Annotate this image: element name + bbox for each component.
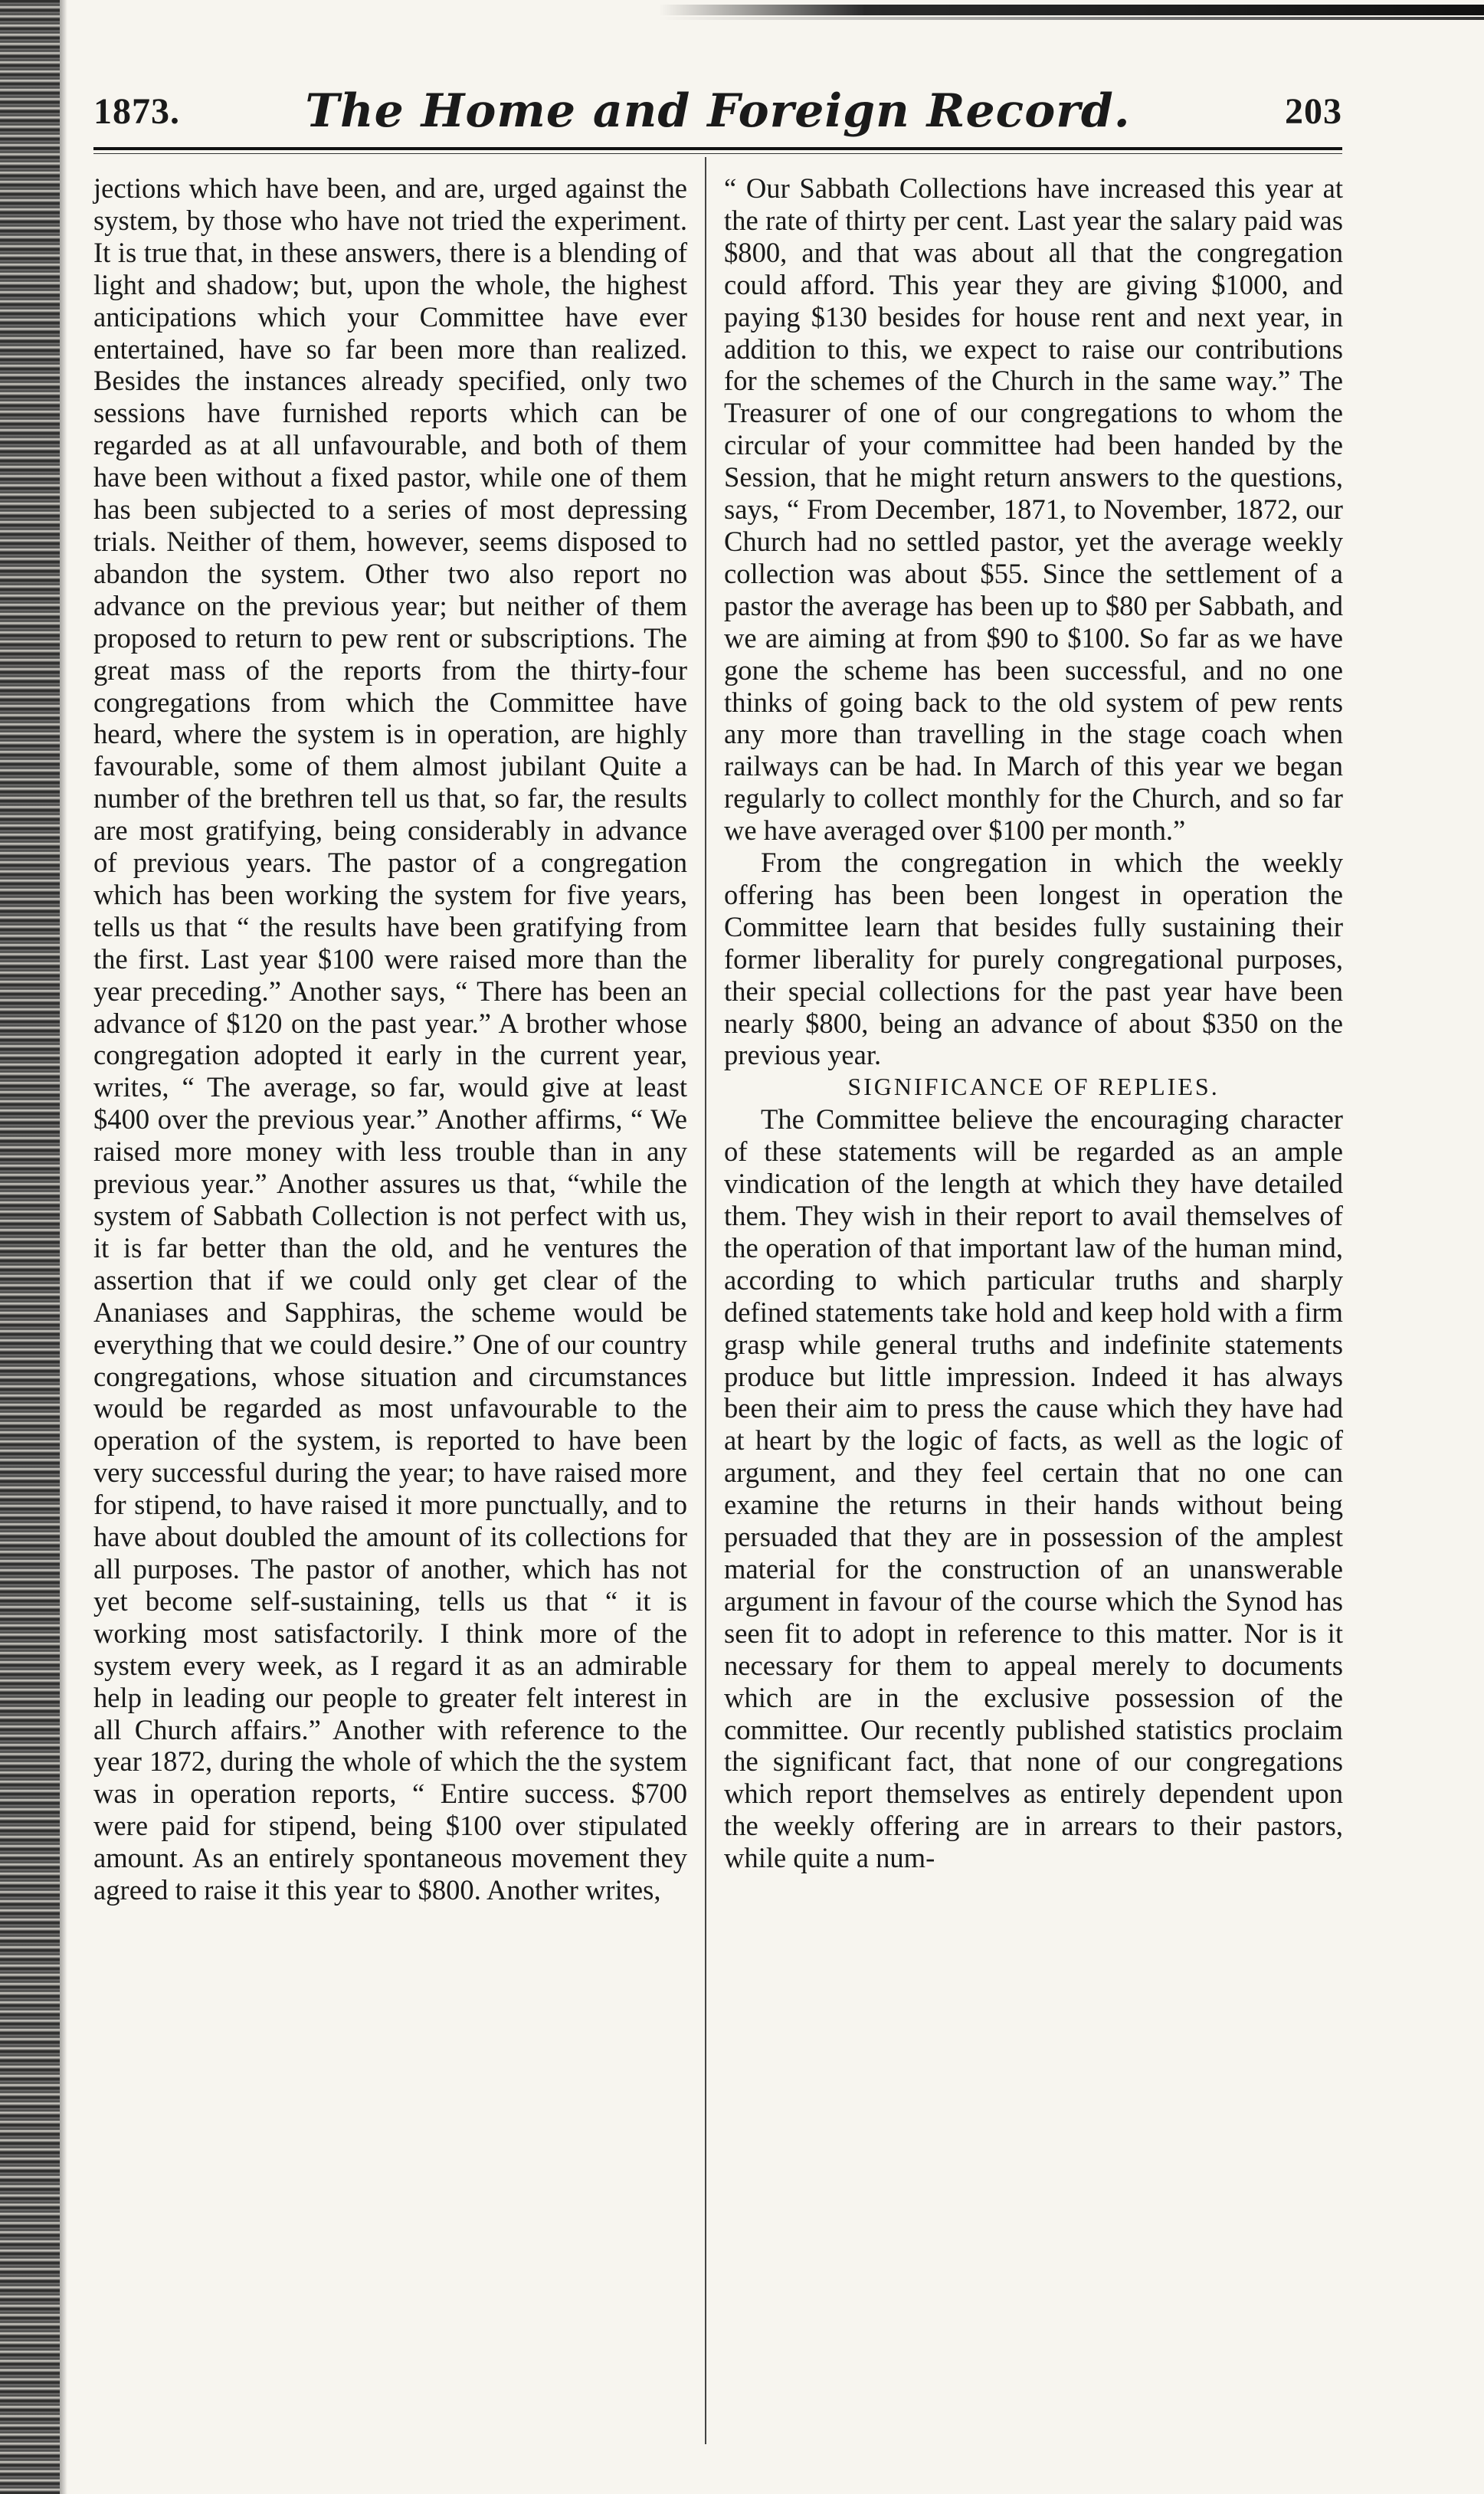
right-paragraph-3: The Committee believe the encouraging character of these statements will be regarded as an ample vindication of the length at which they have detailed them. They wish in their report to avail themselves of the operation of that important law of the human mind, according to which particular truths and sharply defined statements take hold and keep hold with a firm grasp while general truths and indefinite statements produce but little impression. Indeed it has always been their aim to press the cause which they have had at heart by the logic of facts, as well as the logic of argument, and they feel certain that no one can examine the returns in their hands without being persuaded that they are in possession of the amplest material for the construction of an unanswerable argument in favour of the course which the Synod has seen fit to adopt in reference to this matter. Nor is it necessary for them to appeal merely to documents which are in the exclusive possession of the committee. Our recently published statistics proclaim the significant fact, that none of our congregations which report themselves as entirely dependent upon the weekly offering are in arrears to their pastors, while quite a num-	[724, 1103, 1343, 1874]
book-binding-edge	[0, 0, 60, 2494]
scan-artifact	[659, 5, 1484, 15]
header-year: 1873.	[93, 91, 180, 132]
page-header	[93, 84, 1342, 146]
right-paragraph-2: From the congregation in which the weekly offering has been been longest in operation the Committee learn that besides fully sustaining their former liberality for purely congregational purposes, their special collections for the past year have been nearly $800, being an advance of about $350 on the previous year.	[724, 847, 1343, 1071]
journal-title: The Home and Foreign Record.	[305, 84, 1131, 138]
left-column	[93, 172, 687, 1906]
right-column	[724, 172, 1343, 1874]
section-heading: SIGNIFICANCE OF REPLIES.	[847, 1073, 1220, 1101]
left-paragraph-1: jections which have been, and are, urged against the system, by those who have not tried the experiment. It is true that, in these answers, there is a blending of light and shadow; but, upon the whole, the highest anticipations which your Committee have ever entertained, have so far been more than realized. Besides the instances already specified, only two sessions have furnished reports which can be regarded as at all unfavourable, and both of them have been without a fixed pastor, while one of them has been subjected to a series of most depressing trials. Neither of them, however, seems disposed to abandon the system. Other two also report no advance on the previous year; but neither of them proposed to return to pew rent or subscriptions. The great mass of the reports from the thirty-four congregations from which the Committee have heard, where the system is in operation, are highly favourable, some of them almost jubilant Quite a number of the brethren tell us that, so far, the results are most gratifying, being considerably in advance of previous years. The pastor of a congregation which has been working the system for five years, tells us that “ the results have been gratifying from the first. Last year $100 were raised more than the year preceding.” Another says, “ There has been an advance of $120 on the past year.” A brother whose congregation adopted it early in the current year, writes, “ The average, so far, would give at least $400 over the previous year.” Another affirms, “ We raised more money with less trouble than in any previous year.” Another assures us that, “while the system of Sabbath Collection is not perfect with us, it is far better than the old, and he ventures the assertion that if we could only get clear of the Ananiases and Sapphiras, the scheme would be everything that we could desire.” One of our country congregations, whose situation and circumstances would be regarded as most unfavourable to the operation of the system, is reported to have been very successful during the year; to have raised more for stipend, to have raised it more punctually, and to have about doubled the amount of its collections for all purposes. The pastor of another, which has not yet become self-sustaining, tells us that “ it is working most satisfactorily. I think more of the system every week, as I regard it as an admirable help in leading our people to greater felt interest in all Church affairs.” Another with reference to the year 1872, during the whole of which the the system was in operation reports, “ Entire success. $700 were paid for stipend, being $100 over stipulated amount. As an entirely spontaneous movement they agreed to raise it this year to $800. Another writes,	[93, 172, 687, 1906]
page-number: 203	[1285, 91, 1342, 132]
header-rule	[93, 147, 1342, 150]
right-paragraph-1: “ Our Sabbath Collections have increased this year at the rate of thirty per cent. Last year the salary paid was $800, and that was about all that the congregation could afford. This year they are giving $1000, and paying $130 besides for house rent and next year, in addition to this, we expect to raise our contributions for the schemes of the Church in the same way.” The Treasurer of one of our congregations to whom the circular of your committee had been handed by the Session, that he might return answers to the questions, says, “ From December, 1871, to November, 1872, our Church had no settled pastor, yet the average weekly collection was about $55. Since the settlement of a pastor the average has been up to $80 per Sabbath, and we are aiming at from $90 to $100. So far as we have gone the scheme has been successful, and no one thinks of going back to the old system of pew rents any more than travelling in the stage coach when railways can be had. In March of this year we began regularly to collect monthly for the Church, and so far we have averaged over $100 per month.”	[724, 172, 1343, 847]
column-divider	[705, 157, 706, 2444]
